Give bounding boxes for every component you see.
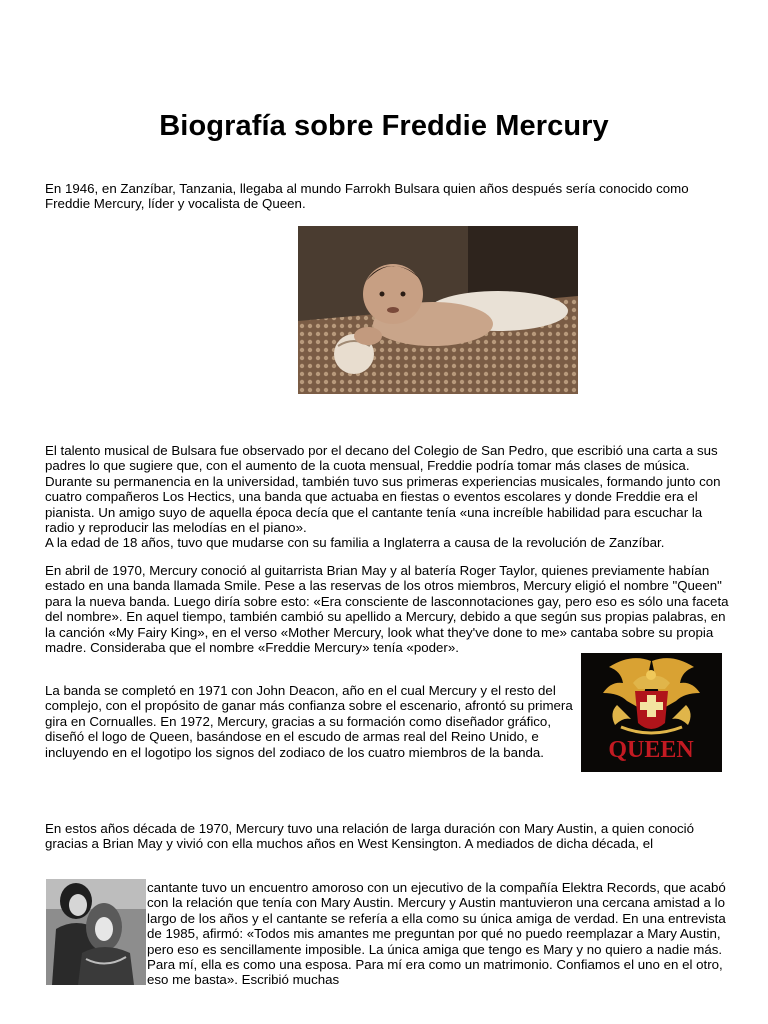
paragraph-intro: En 1946, en Zanzíbar, Tanzania, llegaba al mundo Farrokh Bulsara quien años después sería conocido como Freddie Mercury, líder y vocalista de Queen. [45, 181, 689, 212]
baby-photo [298, 226, 578, 394]
page-title: Biografía sobre Freddie Mercury [159, 110, 609, 142]
queen-logo-text: QUEEN [608, 737, 694, 763]
paragraph-talent [45, 443, 735, 551]
paragraph-april-1970: En abril de 1970, Mercury conoció al guitarrista Brian May y al batería Roger Taylor, quienes previamente habían estado en una banda llamada Smile. Pese a las reservas de los otros miembros, Mercury eligió el nombre "Queen" para la nueva banda. Luego diría sobre esto: «Era consciente de lasconnotaciones gay, pero eso es sólo una faceta del nombre». En aquel tiempo, también cambió su apellido a Mercury, debido a que según sus propias palabras, en la canción «My Fairy King», en el verso «Mother Mercury, look what they've done to me» cantaba sobre su propia madre. Consideraba que el nombre «Freddie Mercury» tenía «poder». [45, 563, 729, 656]
queen-crest-logo [581, 653, 722, 772]
paragraph-mary-austin: En estos años década de 1970, Mercury tuvo una relación de larga duración con Mary Austin, a quien conoció gracias a Brian May y vivió con ella muchos años en West Kensington. A mediados de dicha década, el [45, 821, 694, 852]
paragraph-talent-move: A la edad de 18 años, tuvo que mudarse con su familia a Inglaterra a causa de la revolución de Zanzíbar. [45, 535, 665, 551]
paragraph-band-completed: La banda se completó en 1971 con John Deacon, año en el cual Mercury y el resto del complejo, con el propósito de ganar más confianza sobre el escenario, afrontó su primera gira en Cornualles. En 1972, Mercury, gracias a su formación como diseñador gráfico, diseñó el logo de Queen, basándose en el escudo de armas real del Reino Unido, e incluyendo en el logotipo los signos del zodiaco de los cuatro miembros de la banda. [45, 683, 573, 760]
paragraph-talent-text: El talento musical de Bulsara fue observado por el decano del Colegio de San Pedro, que escribió una carta a sus padres lo que sugiere que, con el aumento de la cuota mensual, Freddie podría tomar más clases de música. Durante su permanencia en la universidad, también tuvo sus primeras experiencias musicales, formando junto con cuatro compañeros Los Hectics, una banda que actuaba en fiestas o eventos escolares y donde Freddie era el pianista. Un amigo suyo de aquella época decía que el cantante tenía «una increíble habilidad para escuchar la radio y reproducir las melodías en el piano». [45, 443, 721, 536]
couple-photo [46, 879, 146, 985]
paragraph-elektra-records: cantante tuvo un encuentro amoroso con un ejecutivo de la compañía Elektra Records, que acabó con la relación que tenía con Mary Austin. Mercury y Austin mantuvieron una cercana amistad a lo largo de los años y el cantante se refería a ella como su única amiga de verdad. En una entrevista de 1985, afirmó: «Todos mis amantes me preguntan por qué no puedo reemplazar a Mary Austin, pero eso es sencillamente imposible. La única amiga que tengo es Mary y no quiero a nadie más. Para mí, ella es como una esposa. Para mí era como un matrimonio. Confiamos el uno en el otro, eso me basta». Escribió muchas [147, 880, 726, 988]
